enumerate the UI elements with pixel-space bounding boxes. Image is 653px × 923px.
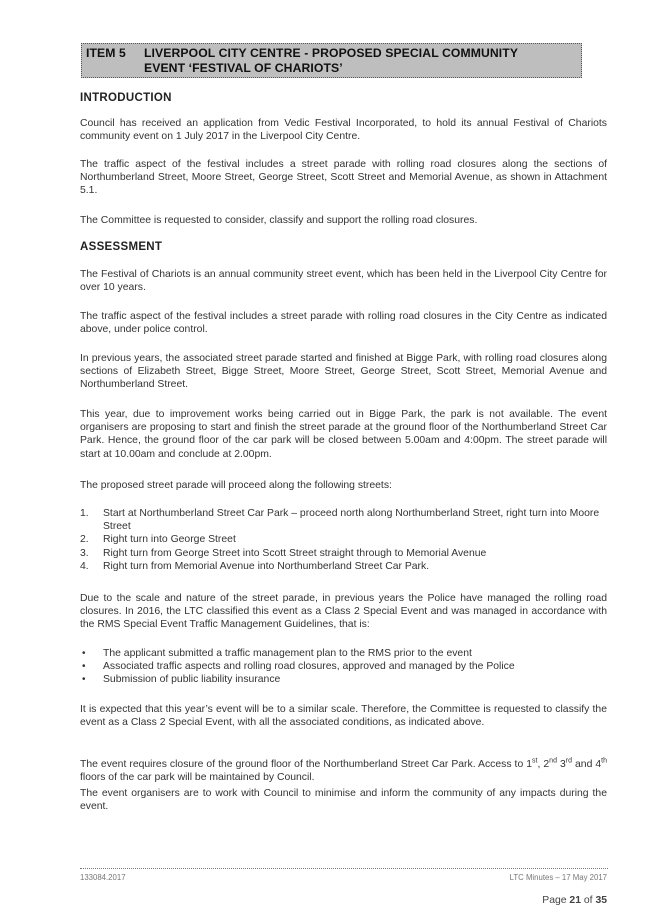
list-item: 2. Right turn into George Street — [80, 534, 236, 546]
bullet-icon: • — [82, 648, 86, 659]
footer-reference: 133084.2017 — [80, 873, 126, 882]
list-item: 3. Right turn from George Street into Scott Street straight through to Memorial Avenue — [80, 547, 487, 559]
footer-divider — [80, 868, 608, 869]
assessment-paragraph-9: The event organisers are to work with Council to minimise and inform the community of any impacts during the event. — [80, 788, 607, 813]
list-item: • Associated traffic aspects and rolling road closures, approved and managed by the Police — [82, 661, 515, 673]
assessment-heading: ASSESSMENT — [80, 241, 163, 253]
list-item: • Submission of public liability insurance — [82, 674, 281, 686]
bullet-icon: • — [82, 661, 86, 673]
item-title-line-2: EVENT ‘FESTIVAL OF CHARIOTS’ — [144, 61, 343, 75]
introduction-paragraph-3: The Committee is requested to consider, classify and support the rolling road closures. — [80, 215, 478, 226]
assessment-paragraph-2: The traffic aspect of the festival includes a street parade with rolling road closures in the City Centre as indicated above, under police control. — [80, 311, 607, 336]
assessment-paragraph-7: It is expected that this year’s event will be to a similar scale. Therefore, the Committee is requested to classify the event as a Class 2 Special Event, with all the associated conditions, as indicated above. — [80, 704, 607, 729]
assessment-paragraph-8: The event requires closure of the ground floor of the Northumberland Street Car Park. Access to 1st, 2nd 3rd and 4th floors of the car park will be maintained by Council. — [80, 757, 607, 784]
list-item: • The applicant submitted a traffic management plan to the RMS prior to the event — [82, 648, 472, 659]
item-number: ITEM 5 — [86, 46, 126, 60]
introduction-paragraph-1: Council has received an application from Vedic Festival Incorporated, to hold its annual Festival of Chariots community event on 1 July 2017 in the Liverpool City Centre. — [80, 118, 607, 143]
item-title-box — [81, 43, 582, 78]
assessment-paragraph-5: The proposed street parade will proceed along the following streets: — [80, 480, 392, 491]
introduction-heading: INTRODUCTION — [80, 92, 172, 104]
guidelines-bullet-list — [80, 647, 607, 687]
list-item: 4. Right turn from Memorial Avenue into Northumberland Street Car Park. — [80, 560, 430, 572]
assessment-paragraph-6: Due to the scale and nature of the street parade, in previous years the Police have managed the rolling road closures. In 2016, the LTC classified this event as a Class 2 Special Event and was managed in accordance with the RMS Special Event Traffic Management Guidelines, that is: — [80, 593, 607, 631]
assessment-paragraph-1: The Festival of Chariots is an annual community street event, which has been held in the Liverpool City Centre for over 10 years. — [80, 269, 607, 294]
assessment-paragraph-3: In previous years, the associated street parade started and finished at Bigge Park, with rolling road closures along sections of Elizabeth Street, Bigge Street, Moore Street, George Street, Scott Street, Memorial Avenue and Northumberland Street. — [80, 353, 607, 391]
bullet-icon: • — [82, 674, 86, 686]
item-title-text-1: LIVERPOOL CITY CENTRE - PROPOSED SPECIAL COMMUNITY — [144, 46, 519, 60]
page-number: Page 21 of 35 — [542, 895, 607, 906]
parade-route-list — [80, 507, 607, 573]
introduction-paragraph-2: The traffic aspect of the festival includes a street parade with rolling road closures along the sections of Northumberland Street, Moore Street, George Street, Scott Street and Memorial Avenue, as shown in Attachment 5.1. — [80, 159, 607, 197]
footer-document-title: LTC Minutes – 17 May 2017 — [509, 873, 607, 882]
item-title-line-1 — [86, 46, 518, 60]
assessment-paragraph-4: This year, due to improvement works being carried out in Bigge Park, the park is not available. The event organisers are proposing to start and finish the street parade at the ground floor of the Northumberland Street Car Park. Hence, the ground floor of the car park will be closed between 5.00am and 4:00pm. The street parade will start at 10.00am and conclude at 2.00pm. — [80, 409, 607, 460]
list-item: 1. Start at Northumberland Street Car Park – proceed north along Northumberland Street, right turn into Moore Street — [80, 508, 600, 533]
